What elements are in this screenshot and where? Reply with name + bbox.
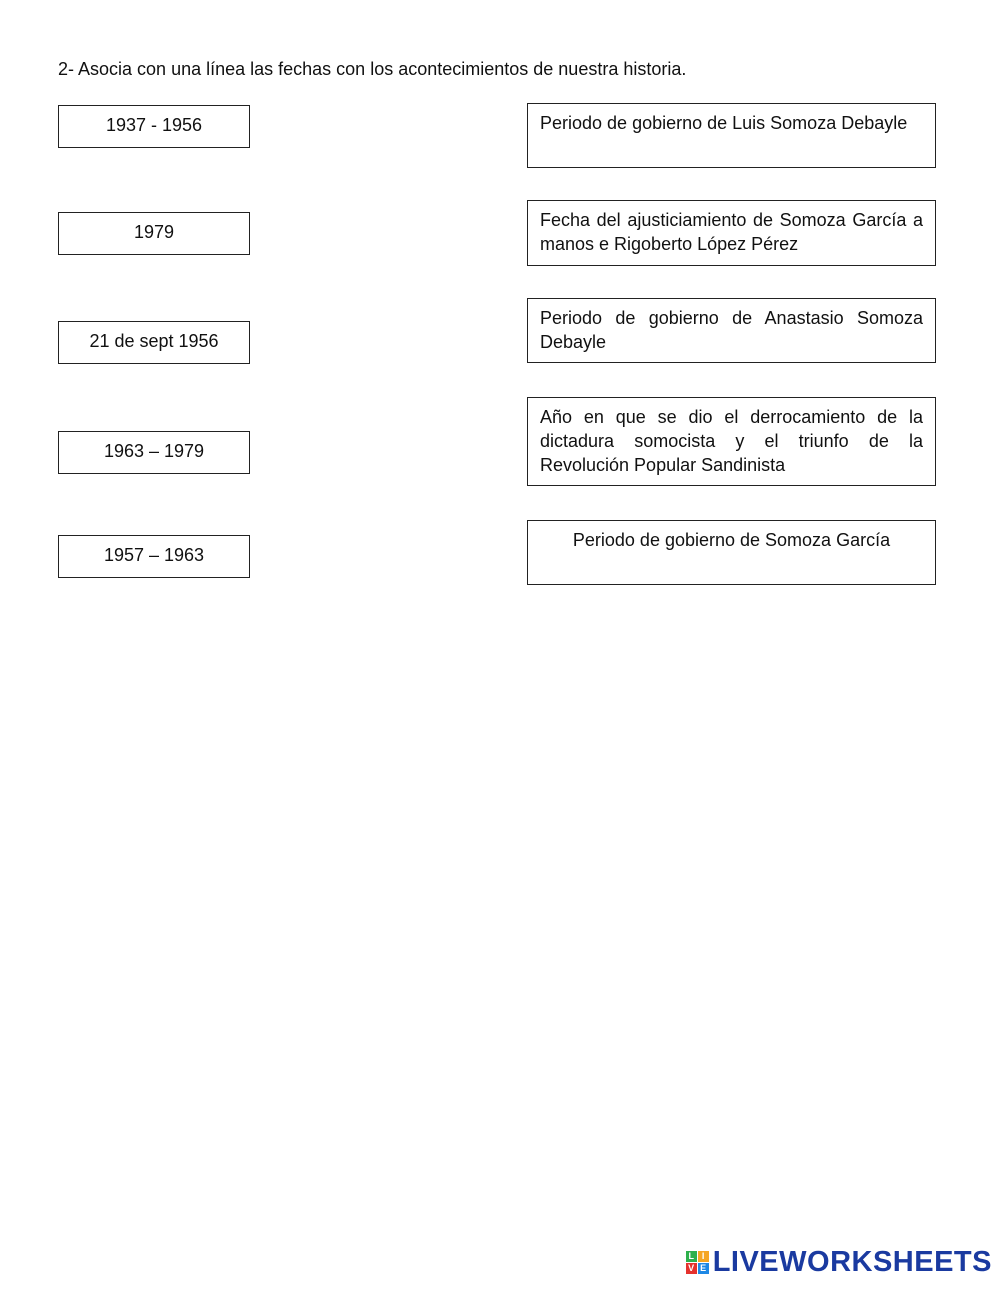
logo-block-v: V — [686, 1263, 697, 1274]
event-box-2[interactable]: Fecha del ajusticiamiento de Somoza García a manos e Rigoberto López Pérez — [527, 200, 936, 266]
event-box-4[interactable]: Año en que se dio el derrocamiento de la dictadura somocista y el triunfo de la Revolución Popular Sandinista — [527, 397, 936, 486]
date-box-4[interactable]: 1963 – 1979 — [58, 431, 250, 474]
date-box-1[interactable]: 1937 - 1956 — [58, 105, 250, 148]
liveworksheets-logo — [686, 1246, 992, 1279]
event-box-5[interactable]: Periodo de gobierno de Somoza García — [527, 520, 936, 585]
event-box-1[interactable]: Periodo de gobierno de Luis Somoza Debayle — [527, 103, 936, 168]
logo-block-i: I — [698, 1251, 709, 1262]
logo-block-l: L — [686, 1251, 697, 1262]
date-box-3[interactable]: 21 de sept 1956 — [58, 321, 250, 364]
logo-wordmark: LIVEWORKSHEETS — [712, 1246, 992, 1278]
date-box-5[interactable]: 1957 – 1963 — [58, 535, 250, 578]
logo-block-e: E — [698, 1263, 709, 1274]
logo-blocks-icon — [686, 1251, 709, 1274]
event-box-3[interactable]: Periodo de gobierno de Anastasio Somoza Debayle — [527, 298, 936, 363]
date-box-2[interactable]: 1979 — [58, 212, 250, 255]
instruction-text: 2- Asocia con una línea las fechas con los acontecimientos de nuestra historia. — [58, 59, 687, 79]
